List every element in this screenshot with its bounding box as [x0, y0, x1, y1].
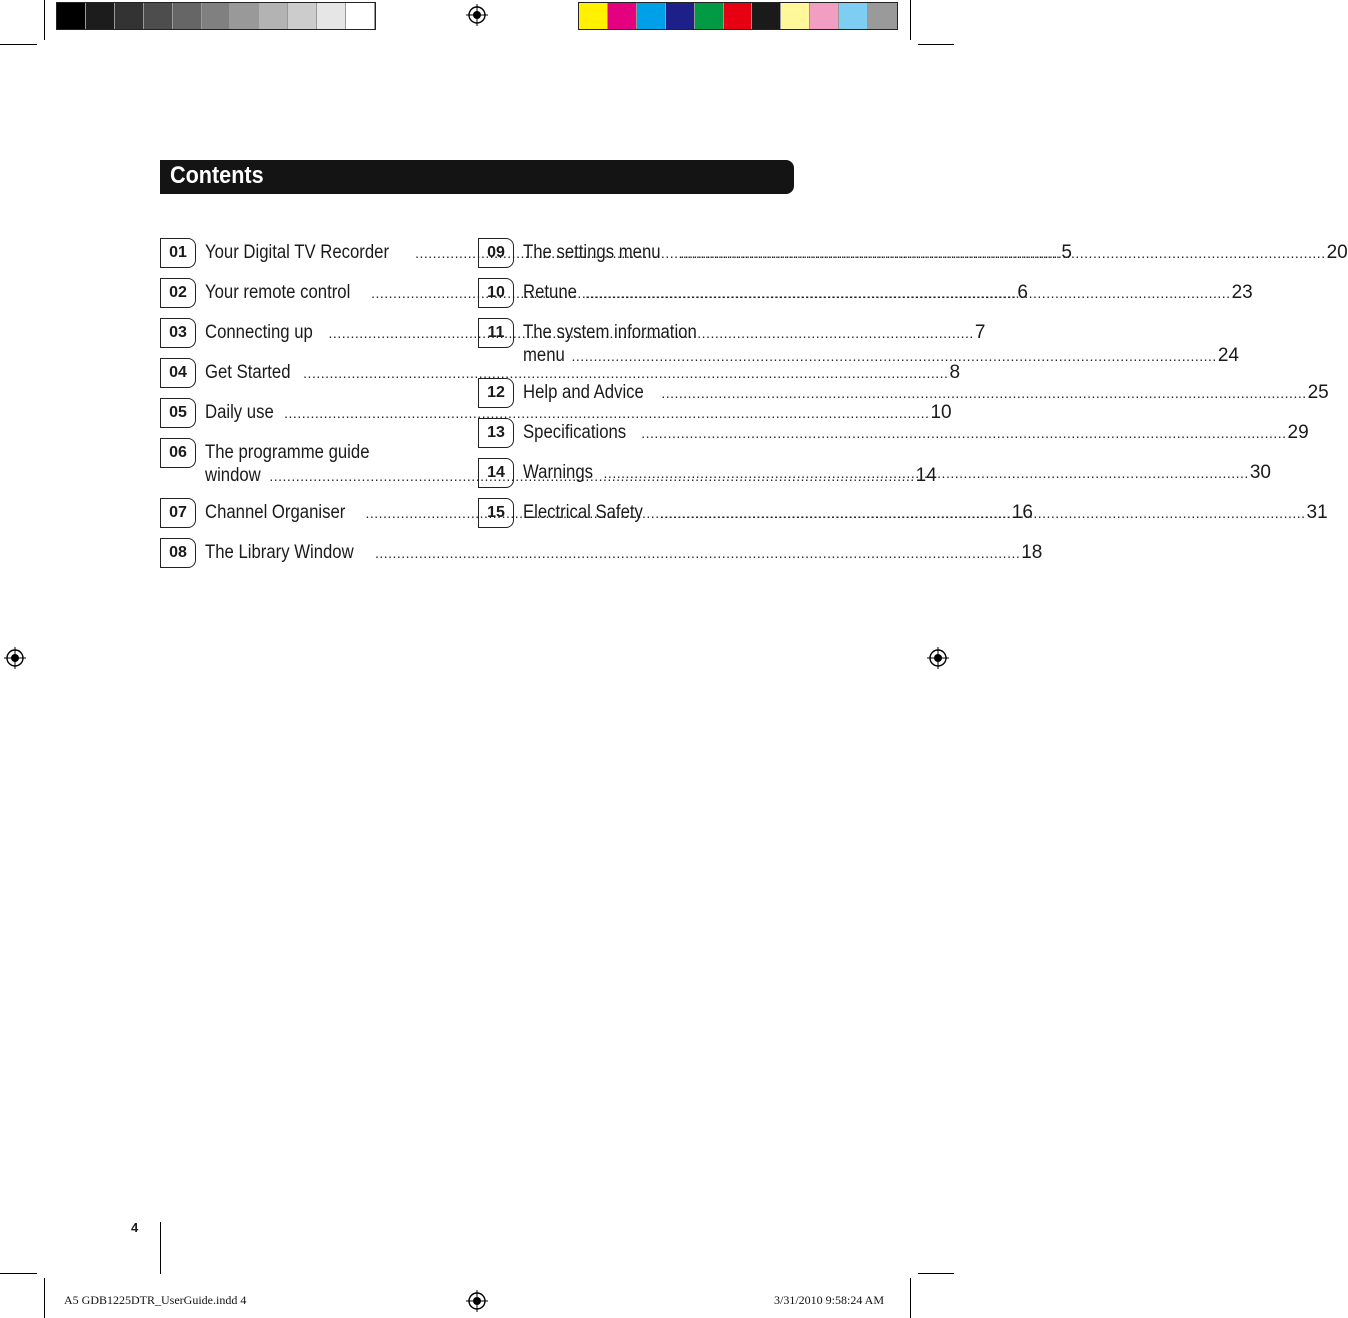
chapter-number-badge: 06 [160, 438, 196, 468]
footer-timestamp: 3/31/2010 9:58:24 AM [774, 1293, 885, 1307]
page-reference: 23 [1231, 282, 1253, 303]
crop-mark [918, 1273, 954, 1274]
registration-mark-icon [4, 647, 26, 669]
chapter-title: Get Started [205, 362, 291, 383]
chapter-title: The Library Window [205, 542, 354, 563]
chapter-number-badge: 09 [478, 238, 514, 268]
toc-entry[interactable] [160, 356, 961, 388]
chapter-title: Your remote control [205, 282, 351, 303]
page-reference: 5 [1061, 242, 1072, 263]
registration-mark-icon [927, 647, 949, 669]
registration-mark-icon [466, 1290, 488, 1312]
dot-leader [660, 502, 1305, 525]
page-reference: 10 [930, 402, 952, 423]
toc-entry-text [205, 536, 1042, 568]
color-swatch [724, 3, 753, 29]
color-swatch [810, 3, 839, 29]
color-swatch [666, 3, 695, 29]
chapter-title: The settings menu [523, 242, 661, 263]
chapter-title: Retune [523, 282, 577, 303]
crop-mark [0, 1273, 37, 1274]
page-reference: 14 [915, 465, 937, 486]
color-swatch [144, 3, 173, 29]
toc-entry-line [523, 381, 1329, 405]
chapter-title: window [205, 465, 261, 486]
chapter-number-badge: 10 [478, 278, 514, 308]
crop-mark [0, 44, 37, 45]
chapter-title: Daily use [205, 402, 274, 423]
chapter-title: Electrical Safety [523, 502, 643, 523]
toc-entry-line [523, 421, 1309, 445]
color-swatch [57, 3, 86, 29]
chapter-title: Warnings [523, 462, 594, 483]
toc-entry-text [523, 376, 1329, 408]
color-swatch [317, 3, 346, 29]
color-swatch [115, 3, 144, 29]
page-reference: 8 [949, 362, 961, 383]
page-reference: 20 [1326, 242, 1348, 263]
chapter-number-badge: 14 [478, 458, 514, 488]
chapter-title: menu [523, 345, 565, 366]
page-reference: 25 [1307, 382, 1329, 403]
color-swatch [781, 3, 810, 29]
toc-entry-line [523, 461, 1271, 485]
dot-leader [585, 282, 1230, 305]
chapter-number-badge: 03 [160, 318, 196, 348]
color-swatch [608, 3, 637, 29]
color-swatch [259, 3, 288, 29]
color-swatch [86, 3, 115, 29]
footer-filename: A5 GDB1225DTR_UserGuide.indd 4 [64, 1293, 247, 1307]
color-swatch [230, 3, 259, 29]
crop-mark [910, 1278, 911, 1318]
chapter-number-badge: 11 [478, 318, 514, 348]
crop-mark [918, 44, 954, 45]
chapter-number-badge: 02 [160, 278, 196, 308]
dot-leader [572, 345, 1217, 368]
page-reference: 16 [1011, 502, 1033, 523]
toc-entry-text [523, 456, 1271, 488]
dot-leader [661, 382, 1306, 405]
toc-entry[interactable] [478, 456, 1271, 488]
chapter-title: Channel Organiser [205, 502, 346, 523]
color-swatch [173, 3, 202, 29]
chapter-title: Specifications [523, 422, 627, 443]
page-reference: 24 [1217, 345, 1239, 366]
toc-entry[interactable] [478, 416, 1309, 448]
color-swatch [752, 3, 781, 29]
page-reference: 18 [1021, 542, 1043, 563]
chapter-number-badge: 08 [160, 538, 196, 568]
page-reference: 29 [1287, 422, 1309, 443]
page-reference: 6 [1017, 282, 1028, 303]
toc-entry-text [523, 316, 1239, 368]
page-reference: 30 [1249, 462, 1271, 483]
color-swatch [868, 3, 897, 29]
dot-leader [641, 422, 1286, 445]
toc-entry[interactable] [160, 536, 1043, 568]
chapter-title: Help and Advice [523, 382, 644, 403]
toc-entry-line [205, 541, 1042, 565]
toc-entry[interactable] [478, 316, 1239, 368]
crop-mark [44, 1278, 45, 1318]
registration-mark-icon [466, 4, 488, 26]
dot-leader [680, 242, 1325, 265]
toc-entry[interactable] [478, 376, 1329, 408]
color-swatch [637, 3, 666, 29]
chapter-number-badge: 15 [478, 498, 514, 528]
grayscale-color-bar [56, 2, 376, 30]
chapter-title: Your Digital TV Recorder [205, 242, 390, 263]
color-swatch [839, 3, 868, 29]
chapter-number-badge: 01 [160, 238, 196, 268]
contents-title-bar [160, 160, 794, 194]
dot-leader [604, 462, 1249, 485]
toc-entry-line [523, 241, 1348, 265]
process-color-bar [578, 2, 898, 30]
crop-mark [910, 0, 911, 40]
page-reference: 31 [1306, 502, 1328, 523]
toc-entry-line [523, 321, 1239, 344]
chapter-number-badge: 12 [478, 378, 514, 408]
toc-entry-line [523, 281, 1253, 305]
toc-entry[interactable] [478, 276, 1253, 308]
toc-entry[interactable] [478, 236, 1348, 268]
color-swatch [288, 3, 317, 29]
page-number-rule [160, 1222, 161, 1274]
page-number: 4 [131, 1220, 139, 1235]
dot-leader [375, 542, 1020, 565]
toc-entry-text [523, 416, 1309, 448]
toc-entry-text [523, 276, 1253, 308]
chapter-number-badge: 04 [160, 358, 196, 388]
color-swatch [202, 3, 231, 29]
chapter-title: The programme guide [205, 442, 370, 463]
page-title: Contents [170, 162, 264, 189]
crop-mark [44, 0, 45, 40]
page-reference: 7 [974, 322, 986, 343]
color-swatch [346, 3, 375, 29]
chapter-title: Connecting up [205, 322, 313, 343]
toc-entry[interactable] [160, 396, 952, 428]
chapter-number-badge: 05 [160, 398, 196, 428]
chapter-number-badge: 13 [478, 418, 514, 448]
chapter-title: The system information [523, 322, 697, 343]
chapter-number-badge: 07 [160, 498, 196, 528]
color-swatch [579, 3, 608, 29]
toc-entry-line [523, 501, 1328, 525]
toc-entry-line [523, 344, 1239, 368]
color-swatch [695, 3, 724, 29]
toc-entry-text [523, 236, 1348, 268]
toc-entry-text [523, 496, 1328, 528]
